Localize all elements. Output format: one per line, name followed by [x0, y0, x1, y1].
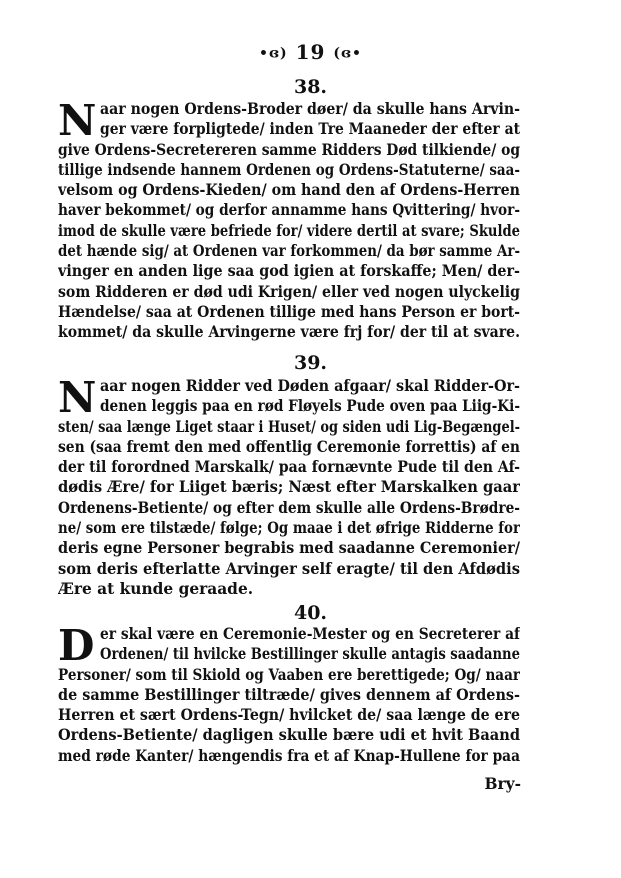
ornament-left: •ɞ)	[259, 45, 288, 62]
page-header	[0, 40, 621, 64]
text-line: som deris efterlatte Arvinger self eragte/ til den Afdødis	[58, 559, 520, 578]
text-line: Personer/ som til Skiold og Vaaben ere berettigede; Og/ naar	[58, 665, 520, 684]
text-line: Ære at kunde geraade.	[58, 579, 254, 598]
text-line: deris egne Personer begrabis med saadanne Ceremonier/	[58, 539, 520, 558]
text-line: aar nogen Ordens-Broder døer/ da skulle hans Arvin-	[100, 100, 520, 118]
text-line: Ordenens-Betiente/ og efter dem skulle alle Ordens-Brødre-	[58, 498, 520, 517]
text-line: Herren et sært Ordens-Tegn/ hvilcket de/ saa længe de ere	[58, 706, 520, 725]
section-number: 38.	[293, 76, 328, 98]
drop-initial: D	[58, 621, 95, 670]
text-line: er skal være en Ceremonie-Mester og en Secreterer af	[100, 625, 520, 643]
text-line: der til forordned Marskalk/ paa fornævnte Pude til den Af-	[58, 458, 520, 477]
text-line: kommet/ da skulle Arvingerne være frj for/ der til at svare.	[58, 323, 520, 342]
section-paragraph	[58, 373, 520, 599]
text-line: ger være forpligtede/ inden Tre Maaneder der efter at	[100, 120, 520, 139]
text-line: Ordens-Betiente/ dagligen skulle bære udi et hvit Baand	[58, 726, 520, 745]
text-line: sten/ saa længe Liget staar i Huset/ og siden udi Lig-Begængel-	[58, 417, 520, 436]
text-line: dødis Ære/ for Liiget bæris; Næst efter Marskalken gaar	[58, 478, 520, 497]
text-line: tillige indsende hannem Ordenen og Ordens-Statuterne/ saa-	[58, 160, 520, 179]
text-line: sen (saa fremt den med offentlig Ceremonie forrettis) af en	[58, 437, 520, 456]
text-line: aar nogen Ridder ved Døden afgaar/ skal Ridder-Or-	[100, 377, 520, 395]
text-line: de samme Bestillinger tiltræde/ gives dennem af Ordens-	[58, 685, 520, 704]
text-line: Hændelse/ saa at Ordenen tillige med hans Person er bort-	[58, 302, 520, 321]
text-line: vinger en anden lige saa god igien at forskaffe; Men/ der-	[58, 262, 520, 281]
text-line: haver bekommet/ og derfor annamme hans Qvittering/ hvor-	[58, 201, 520, 220]
drop-initial: N	[58, 96, 97, 145]
text-line: denen leggis paa en rød Fløyels Pude oven paa Liig-Ki-	[100, 397, 520, 416]
drop-initial: N	[58, 373, 97, 422]
section-number: 40.	[293, 602, 328, 624]
text-line: med røde Kanter/ hængendis fra et af Knap-Hullene for paa	[58, 746, 520, 765]
catchword: Bry-	[484, 775, 521, 793]
text-line: Ordenen/ til hvilcke Bestillinger skulle antagis saadanne	[100, 645, 520, 664]
section-paragraph	[58, 96, 520, 343]
text-line: det hænde sig/ at Ordenen var forkommen/ da bør samme Ar-	[58, 242, 520, 261]
ornament-right: (ɞ•	[333, 45, 362, 62]
text-line: imod de skulle være befriede for/ videre dertil at svare; Skulde	[58, 221, 520, 240]
section-number: 39.	[293, 352, 328, 374]
text-line: som Ridderen er død udi Krigen/ eller ved nogen ulyckelig	[58, 282, 520, 301]
page-number: 19	[295, 40, 326, 64]
text-line: velsom og Ordens-Kieden/ om hand den af Ordens-Herren	[58, 181, 520, 200]
text-line: give Ordens-Secretereren samme Ridders Død tilkiende/ og	[58, 140, 520, 159]
section-paragraph	[58, 621, 520, 766]
text-line: ne/ som ere tilstæde/ følge; Og maae i det øfrige Ridderne for	[58, 519, 520, 538]
